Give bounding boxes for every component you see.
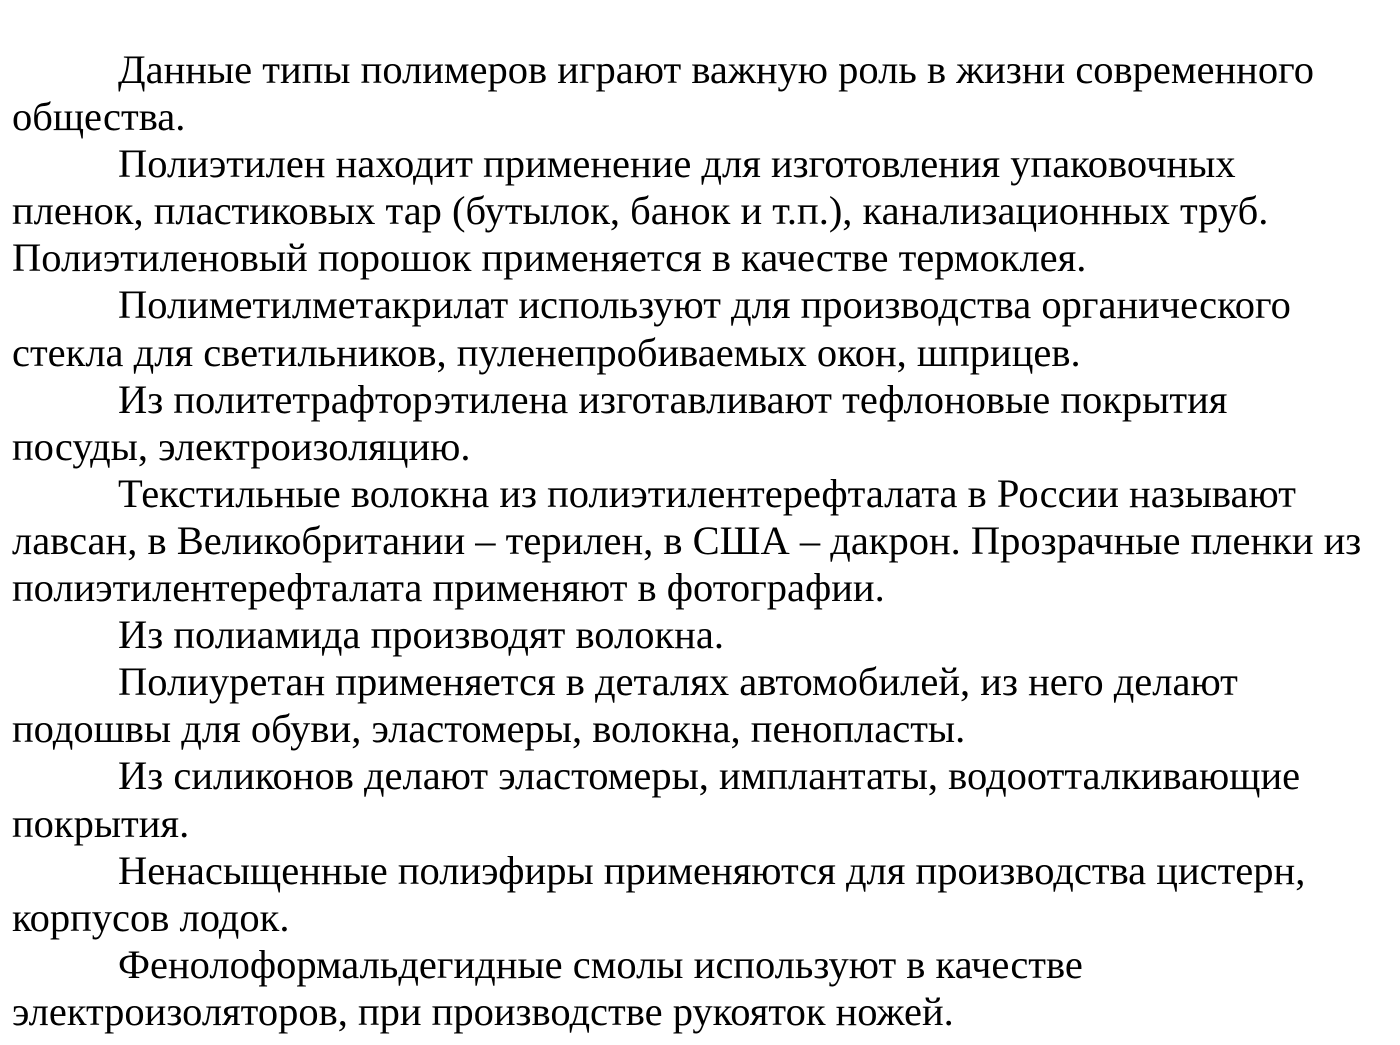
paragraph-5 — [12, 470, 1394, 611]
paragraph-line: полиэтилентерефталата применяют в фотографии. — [12, 565, 885, 611]
paragraph-line: Данные типы полимеров играют важную роль в жизни современного — [118, 47, 1314, 92]
paragraph-line: стекла для светильников, пуленепробиваемых окон, шприцев. — [12, 329, 1081, 375]
paragraph-line: покрытия. — [12, 800, 190, 846]
paragraph-line: лавсан, в Великобритании – терилен, в США – дакрон. Прозрачные пленки из — [12, 517, 1362, 563]
paragraph-line: посуды, электроизоляцию. — [12, 423, 471, 469]
paragraph-2 — [12, 140, 1394, 281]
paragraph-9 — [12, 847, 1394, 941]
paragraph-line: Ненасыщенные полиэфиры применяются для производства цистерн, — [118, 847, 1306, 893]
paragraph-7 — [12, 658, 1394, 752]
paragraph-4 — [12, 376, 1394, 470]
paragraph-line: Полиэтилен находит применение для изготовления упаковочных — [118, 141, 1236, 187]
paragraph-line: Из политетрафторэтилена изготавливают тефлоновые покрытия — [118, 376, 1228, 422]
paragraph-6 — [12, 611, 1394, 658]
paragraph-line: Полиметилметакрилат используют для производства органического — [118, 282, 1291, 328]
paragraph-line: Из полиамида производят волокна. — [118, 612, 724, 658]
paragraph-line: Из силиконов делают эластомеры, имплантаты, водоотталкивающие — [118, 753, 1301, 799]
paragraph-3 — [12, 281, 1394, 375]
paragraph-line: корпусов лодок. — [12, 894, 290, 940]
paragraph-line: Текстильные волокна из полиэтилентерефталата в России называют — [118, 470, 1296, 516]
paragraph-line: Полиэтиленовый порошок применяется в качестве термоклея. — [12, 235, 1087, 281]
document-body — [12, 46, 1394, 1035]
paragraph-8 — [12, 752, 1394, 846]
paragraph-line: общества. — [12, 94, 186, 140]
paragraph-line: Фенолоформальдегидные смолы используют в качестве — [118, 941, 1083, 987]
paragraph-line: электроизоляторов, при производстве рукояток ножей. — [12, 988, 954, 1034]
paragraph-line: Полиуретан применяется в деталях автомобилей, из него делают — [118, 659, 1238, 705]
paragraph-line: пленок, пластиковых тар (бутылок, банок и т.п.), канализационных труб. — [12, 188, 1269, 234]
paragraph-line: подошвы для обуви, эластомеры, волокна, пенопласты. — [12, 706, 966, 752]
paragraph-1 — [12, 46, 1394, 140]
paragraph-10 — [12, 941, 1394, 1035]
